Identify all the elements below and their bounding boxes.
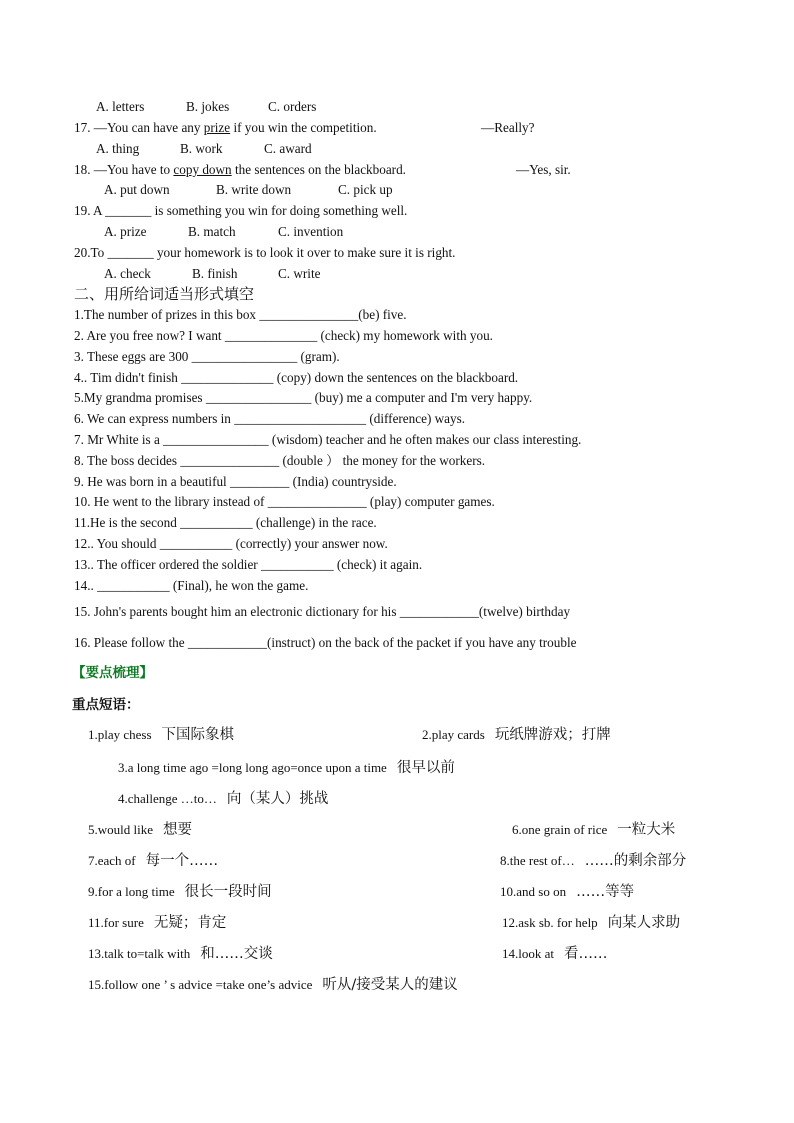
fill-item-4: 4.. Tim didn't finish ______________ (copy) down the sentences on the blackboard. bbox=[74, 370, 519, 385]
phrase-11-en: 11.for sure bbox=[88, 915, 144, 930]
q20-option-c: C. write bbox=[278, 266, 321, 281]
q19-option-b: B. match bbox=[188, 224, 236, 239]
phrase-3-zh: 很早以前 bbox=[396, 760, 455, 776]
q19-options bbox=[104, 224, 343, 240]
phrase-10-en: 10.and so on bbox=[500, 884, 567, 899]
phrase-9 bbox=[88, 884, 272, 900]
phrase-3-en: 3.a long time ago =long long ago=once upon a time bbox=[118, 760, 387, 775]
fill-item-13: 13.. The officer ordered the soldier ___________ (check) it again. bbox=[74, 557, 423, 572]
phrase-14 bbox=[502, 946, 608, 962]
fill-item-9: 9. He was born in a beautiful _________ (India) countryside. bbox=[74, 474, 397, 489]
q17-underlined: prize bbox=[203, 120, 231, 135]
phrase-2-en: 2.play cards bbox=[422, 727, 485, 742]
fill-item-16: 16. Please follow the ____________(instruct) on the back of the packet if you have any trouble bbox=[74, 635, 577, 650]
q18-option-c: C. pick up bbox=[338, 182, 393, 197]
phrase-14-zh: 看…… bbox=[564, 946, 608, 962]
phrase-14-en: 14.look at bbox=[502, 946, 554, 961]
phrase-9-zh: 很长一段时间 bbox=[184, 884, 272, 900]
fill-item-15: 15. John's parents bought him an electronic dictionary for his ____________(twelve) birthday bbox=[74, 604, 571, 619]
phrase-8 bbox=[500, 853, 686, 869]
phrase-4-en: 4.challenge …to… bbox=[118, 791, 217, 806]
q20-question: 20.To _______ your homework is to look it over to make sure it is right. bbox=[74, 245, 456, 260]
phrase-9-en: 9.for a long time bbox=[88, 884, 175, 899]
phrase-4-zh: 向（某人）挑战 bbox=[226, 791, 329, 807]
fill-item-10: 10. He went to the library instead of _______________ (play) computer games. bbox=[74, 494, 495, 509]
phrase-7-zh: 每一个…… bbox=[145, 853, 219, 869]
q18-underlined: copy down bbox=[173, 162, 232, 177]
phrase-6 bbox=[512, 822, 675, 838]
fill-item-14: 14.. ___________ (Final), he won the game. bbox=[74, 578, 309, 593]
phrase-15-zh: 听从/接受某人的建议 bbox=[322, 977, 458, 993]
phrase-15-en: 15.follow one ’ s advice =take one’s advice bbox=[88, 977, 313, 992]
q17-suffix: if you win the competition. bbox=[233, 120, 377, 135]
q19-option-c: C. invention bbox=[278, 224, 344, 239]
q20-option-b: B. finish bbox=[192, 266, 238, 281]
q18-option-b: B. write down bbox=[216, 182, 292, 197]
q20-options bbox=[104, 266, 321, 282]
phrase-5 bbox=[88, 822, 192, 838]
phrase-2-zh: 玩纸牌游戏；打牌 bbox=[494, 727, 611, 743]
phrase-5-zh: 想要 bbox=[163, 822, 192, 838]
q17-prefix: 17. —You can have any bbox=[74, 120, 201, 135]
phrase-5-en: 5.would like bbox=[88, 822, 153, 837]
fill-item-11: 11.He is the second ___________ (challenge) in the race. bbox=[74, 515, 377, 530]
phrase-13 bbox=[88, 946, 273, 962]
phrases-title: 重点短语： bbox=[72, 697, 140, 713]
phrase-12-zh: 向某人求助 bbox=[607, 915, 681, 931]
phrase-7 bbox=[88, 853, 218, 869]
phrase-6-en: 6.one grain of rice bbox=[512, 822, 608, 837]
q18-suffix: the sentences on the blackboard. bbox=[234, 162, 406, 177]
q17-options bbox=[96, 141, 312, 157]
fill-item-5: 5.My grandma promises ________________ (buy) me a computer and I'm very happy. bbox=[74, 390, 533, 405]
fill-item-8: 8. The boss decides _______________ (double ） the money for the workers. bbox=[74, 453, 486, 468]
phrase-8-zh: ……的剩余部分 bbox=[584, 853, 687, 869]
q17-option-b: B. work bbox=[180, 141, 223, 156]
phrase-12-en: 12.ask sb. for help bbox=[502, 915, 598, 930]
fill-item-2: 2. Are you free now? I want ______________ (check) my homework with you. bbox=[74, 328, 493, 343]
phrase-10-zh: ……等等 bbox=[576, 884, 635, 900]
fill-item-1: 1.The number of prizes in this box _______________(be) five. bbox=[74, 307, 407, 322]
q18-options bbox=[104, 182, 393, 198]
phrase-3 bbox=[118, 760, 455, 776]
phrase-1-en: 1.play chess bbox=[88, 727, 152, 742]
q18-prefix: 18. —You have to bbox=[74, 162, 171, 177]
phrase-4 bbox=[118, 791, 328, 807]
phrase-10 bbox=[500, 884, 634, 900]
q18-reply: —Yes, sir. bbox=[516, 162, 571, 177]
q16-option-c: C. orders bbox=[268, 99, 317, 114]
q17-option-a: A. thing bbox=[96, 141, 140, 156]
phrase-13-zh: 和……交谈 bbox=[200, 946, 273, 962]
q17-option-c: C. award bbox=[264, 141, 312, 156]
phrase-12 bbox=[502, 915, 680, 931]
fill-item-7: 7. Mr White is a ________________ (wisdom) teacher and he often makes our class interesting. bbox=[74, 432, 582, 447]
phrase-11 bbox=[88, 915, 226, 931]
phrase-1-zh: 下国际象棋 bbox=[161, 727, 235, 743]
fill-item-12: 12.. You should ___________ (correctly) your answer now. bbox=[74, 536, 388, 551]
fill-item-6: 6. We can express numbers in ____________________ (difference) ways. bbox=[74, 411, 466, 426]
key-points-title: 【要点梳理】 bbox=[72, 665, 153, 681]
q18-question bbox=[74, 162, 406, 178]
q19-option-a: A. prize bbox=[104, 224, 147, 239]
q16-option-b: B. jokes bbox=[186, 99, 230, 114]
phrase-13-en: 13.talk to=talk with bbox=[88, 946, 191, 961]
phrase-6-zh: 一粒大米 bbox=[617, 822, 676, 838]
fill-item-3: 3. These eggs are 300 ________________ (gram). bbox=[74, 349, 340, 364]
phrase-15 bbox=[88, 977, 458, 993]
phrase-2 bbox=[422, 727, 611, 743]
q16-option-a: A. letters bbox=[96, 99, 145, 114]
q19-question: 19. A _______ is something you win for doing something well. bbox=[74, 203, 408, 218]
q17-question bbox=[74, 120, 377, 136]
phrase-1 bbox=[88, 727, 234, 743]
phrase-8-en: 8.the rest of… bbox=[500, 853, 575, 868]
section2-title: 二、用所给词适当形式填空 bbox=[74, 285, 255, 303]
q17-reply: —Really? bbox=[481, 120, 535, 135]
q16-options bbox=[96, 99, 316, 115]
phrase-7-en: 7.each of bbox=[88, 853, 136, 868]
q18-option-a: A. put down bbox=[104, 182, 170, 197]
phrase-11-zh: 无疑；肯定 bbox=[153, 915, 227, 931]
q20-option-a: A. check bbox=[104, 266, 151, 281]
